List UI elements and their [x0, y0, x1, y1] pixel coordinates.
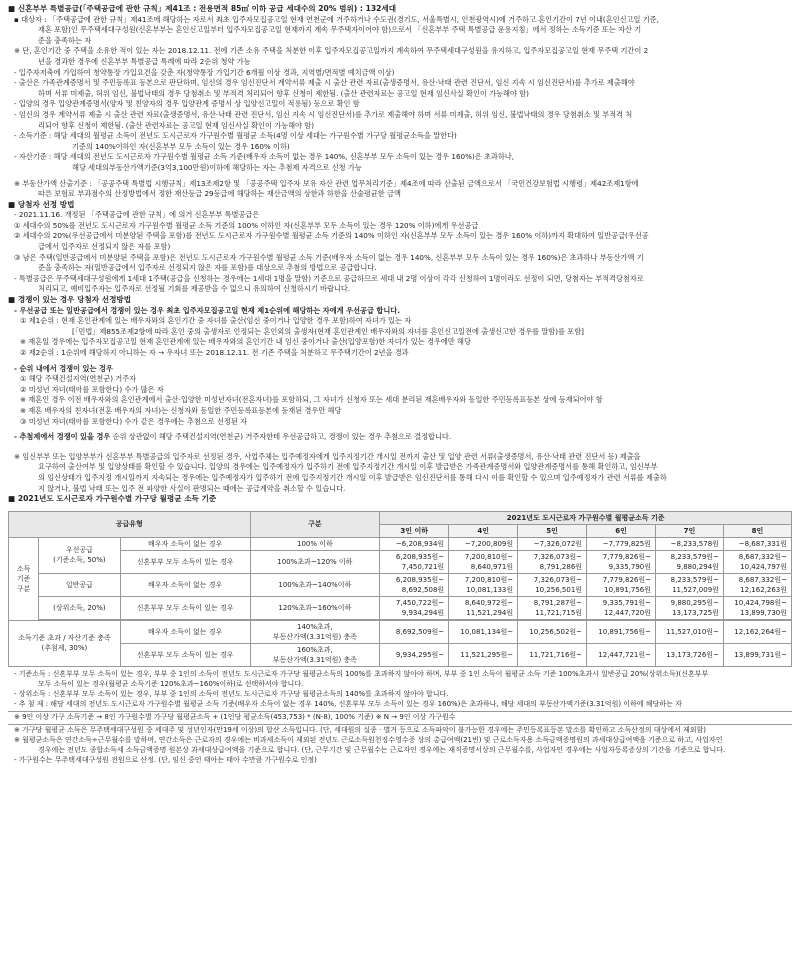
asset-criteria-line: - 자산기준 : 해당 세대의 전년도 도시근로자 가구원수별 월평균 소득 기준(배우자 소득이 없는 경우 140%, 신혼부부 모두 소득이 있는 경우 160%)은 초과하나, — [14, 152, 515, 162]
section-selection-method — [8, 200, 792, 295]
dual-income-label: 신혼부부 모두 소득이 있는 경우 — [120, 596, 250, 619]
single-income-label: 배우자 소득이 없는 경우 — [120, 573, 250, 596]
table-notes — [8, 669, 792, 765]
table-cell: 7,200,810원~ 10,081,133원 — [449, 573, 518, 596]
eligibility-line: 재혼 포함)인 무주택세대구성원(신혼부부는 혼인신고일부터 입주자모집공고일 현재까지 계속 무주택자이어야 함)으로서 「신혼부부 주택 특별공급 운용지침」에서 정하는 소득기준 또는 자산 기 — [38, 25, 642, 35]
note-line: 따른 보험료 부과점수의 산정방법에서 정한 재산등급 29등급에 해당하는 재산금액의 상한과 하한을 산술평균한 금액 — [38, 189, 401, 199]
table-cell: 7,779,826원~ 9,335,790원 — [587, 550, 656, 573]
income-criteria-table — [8, 511, 792, 667]
competition-line: ② 미성년 자녀(태아를 포함한다) 수가 많은 자 — [20, 384, 164, 394]
note-line: ※ 가구당 월평균 소득은 무주택세대구성원 중 세대주 및 성년인자(만19세 이상)의 합산 소득입니다. (단, 세대원의 실종 · 별거 등으로 소득파악이 불가능한 경우에는 주민등록표등본 말소를 확인하고 소득산정의 대상에서 제외함) — [14, 725, 707, 734]
table-cell: 10,424,798원~ 13,899,730원 — [723, 596, 791, 619]
note-line: 년을 경과한 경우에 신혼부부 특별공급 특례에 따라 2순위 청약 가능 — [38, 56, 251, 66]
header-basis: 구분 — [250, 511, 380, 537]
section-income-table — [8, 494, 792, 667]
table-cell: ~8,233,578원 — [656, 537, 724, 550]
competition-line: ② 제2순위 : 1순위에 해당하지 아니하는 자 → 우자녀 또는 2018.12.11. 전 기존 주택을 처분하고 무주택기간이 2년을 경과 — [20, 348, 409, 357]
table-cell: 13,899,731원~ — [723, 643, 791, 666]
table-cell: 8,692,509원~ — [380, 620, 449, 643]
note-line: ※ 9인 이상 가구 소득기준 → 8인 가구원수별 가구당 월평균소득 + (1인당 평균소득(453,753) * (N-8), 100% 기준) ※ N → 9인 이상 가구원수 — [14, 712, 456, 721]
note-line: 경우에는 전년도 종합소득세 소득금액증명 원본상 과세대상급여액을 기준으로 합니다. (단, 근무기간 및 근무월수는 근로자인 경우에는 재직증명서상의 근무월수를, 사업자인 경우에는 사업자등록증상의 기간을 기준으로 합니다. — [38, 745, 726, 754]
income-criteria-line: - 소득기준 : 해당 세대의 월평균 소득이 전년도 도시근로자 가구원수별 월평균 소득(4명 이상 세대는 가구원수별 가구당 월평균소득을 말한다) — [14, 131, 457, 141]
header-income-group: 2021년도 도시근로자 가구원수별 월평균소득 기준 — [380, 511, 792, 524]
method-line: ③ 남은 주택(일반공급에서 미분양된 주택을 포함)은 전년도 도시근로자 가구원수별 월평균 소득 기준(배우자 소득이 없는 경우 140%, 신혼부부 모두 소득이 있는 경우 160%)은 초과하나 부동산가액 기 — [14, 252, 644, 262]
note-line: ※ 단, 혼인기간 중 주택을 소유한 적이 있는 자는 2018.12.11. 전에 기존 소유 주택을 처분한 이후 입주자모집공고일까지 계속하여 무주택세대구성원을 유지하고, 입주자모집공고일 현재 무주택 기간이 2 — [14, 46, 649, 56]
condition-line: - 입주자저축에 가입하여 청약통장 가입요건을 갖춘 자(청약통장 가입기간 6개월 이상 경과, 지역별/면적별 예치금액 이상) — [14, 67, 395, 77]
competition-line: ① 제1순위 : 현재 혼인관계에 있는 배우자와의 혼인기간 중 자녀를 출산(임신 중이거나 입양한 경우 포함)하여 자녀가 있는 자 — [20, 316, 412, 326]
lottery-competition-line — [8, 432, 792, 443]
table-cell: 8,640,972원~ 11,521,294원 — [449, 596, 518, 619]
note-line: 모두 소득이 있는 경우(월평균 소득기준 120%초과~160%이하)로 선택하셔야 합니다. — [38, 679, 304, 688]
basis-cell: 100%초과~120% 이하 — [250, 550, 380, 573]
asset-criteria-line: 해당 세대의부동산가액기준(3억3,100만원)이하에 해당하는 자는 추첨제 자격으로 신청 가능 — [72, 162, 362, 172]
basis-cell: 160%초과, 부동산가액(3.31억원) 충족 — [250, 643, 380, 666]
general-supply: 일반공급 — [38, 573, 120, 596]
col-header: 5인 — [518, 524, 587, 537]
priority-supply: 우선공급 (기준소득, 50%) — [38, 537, 120, 573]
section-title: ■ 신혼부부 특별공급(「주택공급에 관한 규칙」제41조 : 전용면적 85㎡ 이하 공급 세대수의 20% 범위) : 132세대 — [8, 4, 397, 13]
competition-line: ※ 재혼일 경우에는 입주자모집공고일 현재 혼인관계에 있는 배우자와의 혼인기간 내 임신 중이거나 출산(입양포함)한 자녀가 있는 경우에만 해당 — [20, 337, 471, 347]
table-cell: 11,721,716원~ — [518, 643, 587, 666]
header-supply-type: 공급유형 — [9, 511, 251, 537]
section-title: ■ 경쟁이 있는 경우 당첨자 선정방법 — [8, 295, 132, 305]
table-cell: 9,934,295원~ — [380, 643, 449, 666]
table-cell: ~8,687,331원 — [723, 537, 791, 550]
competition-line: ※ 재혼인 경우 이전 배우자와의 혼인관계에서 출산·입양한 미성년자녀(전혼자녀)를 포함하되, 그 자녀가 신청자 또는 세대 분리된 재혼배우자와 동일한 주민등록표등본 상에 등재되어야 함 — [20, 395, 603, 405]
section-newlywed-supply — [8, 4, 792, 200]
competition-line: [「민법」제855조제2항에 따라 혼인 중의 출생자로 인정되는 혼인외의 출생자(현재 혼인관계인 배우자와의 자녀를 혼인신고일전에 출생신고한 경우를 말함)를 포함] — [72, 326, 584, 336]
col-header: 6인 — [587, 524, 656, 537]
condition-line: - 임신의 경우 계약서류 제출 시 출산 관련 자료(출생증명서, 유산·낙태 관련 진단서, 임신 지속 시 임신진단서)를 추가로 제출해야 하며 서류 미제출, 허위 임신, 불법낙태의 경우 당첨취소 및 부적격 처 — [14, 109, 633, 119]
pregnancy-note-line: ※ 임신부부 또는 입양부부가 신혼부부 특별공급의 입주자로 선정된 경우, 사업주체는 입주예정자에게 입주지정기간 개시일 전까지 출산 및 입양 관련 서류(출생증명서, 유산·낙태 관련 진단서 등) 제출을 — [14, 451, 641, 461]
table-cell: 8,233,579원~ 9,880,294원 — [656, 550, 724, 573]
col-header: 4인 — [449, 524, 518, 537]
competition-line: ① 해당 주택건설지역(연천군) 거주자 — [20, 374, 137, 384]
condition-line: 하며 서류 미제출, 허위 임신, 불법낙태의 경우 당첨취소 및 부적격 처리되어 향후 신청이 제한됨. (출산 관련자료는 공고일 현재 임신사실 확인이 가능해야 함) — [38, 88, 529, 98]
section-title: ■ 당첨자 선정 방법 — [8, 199, 75, 209]
note-line: ※ 월평균소득은 연간소득÷근무월수를 말하며, 연간소득은 근로자의 경우에는 비과세소득이 제외된 전년도 근로소득원천징수영수증 상의 총급여액(21번) 및 근로소득자용 소득금액증명원의 과세대상급여액을 기준으로 하고, 사업자인 — [14, 735, 723, 744]
table-cell: ~7,200,809원 — [449, 537, 518, 550]
table-cell: 8,233,579원~ 11,527,009원 — [656, 573, 724, 596]
table-cell: 9,880,295원~ 13,173,725원 — [656, 596, 724, 619]
table-cell: 7,326,073원~ 8,791,286원 — [518, 550, 587, 573]
table-cell: 10,081,134원~ — [449, 620, 518, 643]
col-header: 7인 — [656, 524, 724, 537]
dual-income-label: 신혼부부 모두 소득이 있는 경우 — [120, 643, 250, 666]
method-line: 준을 충족하는 자(일반공급에서 입주자로 선정되지 않은 자를 포함)를 대상으로 추첨의 방법으로 공급합니다. — [38, 263, 377, 273]
method-line: ② 세대수의 20%(우선공급에서 미분양된 주택을 포함)를 전년도 도시근로자 가구원수별 월평균 소득 기준의 140% 이하인 자(신혼부부 모두 소득이 있는 경우 160% 이하)까지 확대하여 일반공급(우선공 — [14, 231, 649, 241]
table-cell: ~7,326,072원 — [518, 537, 587, 550]
lottery-supply: 소득기준 초과 / 자산기준 충족 (추첨제, 30%) — [9, 620, 121, 666]
competition-line: ③ 미성년 자녀(태아를 포함한다) 수가 같은 경우에는 추첨으로 선정된 자 — [20, 416, 248, 426]
table-cell: 12,447,721원~ — [587, 643, 656, 666]
table-cell: 7,779,826원~ 10,891,756원 — [587, 573, 656, 596]
pregnancy-note-line: 지 않거나, 불법 낙태 또는 입주 전 파양한 사실이 판명되는 때에는 공급계약을 취소할 수 있습니다. — [38, 483, 346, 493]
col-header: 8인 — [723, 524, 791, 537]
table-cell: 8,687,332원~ 12,162,263원 — [723, 573, 791, 596]
table-cell: 12,162,264원~ — [723, 620, 791, 643]
method-line: 급에서 입주자로 선정되지 않은 자를 포함) — [38, 242, 171, 252]
note-line: - 가구원수는 무주택세대구성원 전원으로 산정. (단, 임신 중인 태아는 태아 수만큼 가구원수로 인정) — [14, 755, 317, 764]
lottery-competition-label: - 추첨제에서 경쟁이 있을 경우 — [14, 432, 111, 442]
pregnancy-note-line: 의 임신상태가 입주지정 개시일까지 지속되는 경우에는 입주예정자가 입주하기 전에 입주지정기간 개시일 이후 발급받은 임신진단서를 통해 다시 이를 확인할 수 있으며 입주예정자가 관련 서류를 제출하 — [38, 472, 667, 482]
lottery-competition-text: 순위 상관없이 해당 주택건설지역(연천군) 거주자한테 우선공급하고, 경쟁이 있는 경우 추첨으로 결정합니다. — [110, 432, 452, 442]
table-cell: 7,326,073원~ 10,256,501원 — [518, 573, 587, 596]
table-cell: 6,208,935원~ 8,692,508원 — [380, 573, 449, 596]
method-line: - 특별공급은 무주택세대구성원에게 1세대 1주택(공급을 신청하는 경우에는 1세대 1명을 말함) 기준으로 공급하므로 세대 내 2명 이상이 각각 신청하여 1명이라도 선정이 되면, 당첨자는 부적격당첨자로 — [14, 273, 644, 283]
condition-line: - 입양의 경우 입양관계증명서(양자 및 친양자의 경우 입양관계 증명서 상 입양신고일이 적용됨) 등으로 확인 함 — [14, 99, 360, 109]
method-line: 처리되고, 예비입주자는 입주자로 선정될 기회를 제공받을 수 없으니 유의하여 신청하시기 바랍니다. — [38, 284, 351, 294]
table-cell: 11,527,010원~ — [656, 620, 724, 643]
table-cell: ~7,779,825원 — [587, 537, 656, 550]
single-income-label: 배우자 소득이 없는 경우 — [120, 620, 250, 643]
basis-cell: 100% 이하 — [250, 537, 380, 550]
eligibility-line: 준을 충족하는 자 — [38, 35, 92, 45]
income-criteria-line: 기준의 140%이하인 자(신혼부부 모두 소득이 있는 경우 160% 이하) — [72, 141, 290, 151]
table-cell: 6,208,935원~ 7,450,721원 — [380, 550, 449, 573]
note-line: - 추 첨 제 : 해당 세대의 전년도 도시근로자 가구원수별 월평균 소득 기준(배우자 소득이 없는 경우 140%, 신혼부부 모두 소득이 있는 경우 160%)은 초과하나, 해당 세대의 부동산가액기준(3.31억원) 이하에 해당하는 자 — [14, 699, 682, 708]
method-line: ① 세대수의 50%를 전년도 도시근로자 가구원수별 월평균 소득 기준의 100% 이하인 자(신혼부부 모두 소득이 있는 경우 120% 이하)에게 우선공급 — [14, 220, 479, 230]
basis-cell: 120%초과~160%이하 — [250, 596, 380, 619]
income-basis-group: 소득 기준 구분 — [9, 537, 39, 620]
competition-line: - 순위 내에서 경쟁이 있는 경우 — [14, 363, 113, 373]
pregnancy-note-line: 요구하여 출산여부 및 입양상태를 확인할 수 있습니다. 입양의 경우에는 입주예정자가 입주하기 전에 입주지정기간 개시일 이후 발급받은 가족관계증명서와 입양관계증명서를 통해 확인하고, 임신부부 — [38, 462, 658, 472]
eligibility-line: ▪ 대상자 : 「주택공급에 관한 규칙」제41조에 해당하는 자로서 최초 입주자모집공고일 현재 연천군에 거주하거나 수도권(경기도, 서울특별시, 인천광역시)에 거주하고 혼인기간이 7년 이내(혼인신고일 기준, — [14, 14, 659, 24]
table-cell: 10,256,502원~ — [518, 620, 587, 643]
table-cell: 7,200,810원~ 8,640,971원 — [449, 550, 518, 573]
method-line: - 2021.11.16. 개정된 「주택공급에 관한 규칙」에 의거 신혼부부 특별공급은 — [14, 210, 260, 220]
basis-cell: 100%초과~140%이하 — [250, 573, 380, 596]
table-cell: 11,521,295원~ — [449, 643, 518, 666]
basis-cell: 140%초과, 부동산가액(3.31억원) 충족 — [250, 620, 380, 643]
section-pregnancy-note — [8, 452, 792, 494]
section-competition-method — [8, 295, 792, 443]
table-title: ■ 2021년도 도시근로자 가구원수별 가구당 월평균 소득 기준 — [8, 494, 217, 504]
table-cell: 13,173,726원~ — [656, 643, 724, 666]
table-cell: 7,450,722원~ 9,934,294원 — [380, 596, 449, 619]
col-header: 3인 이하 — [380, 524, 449, 537]
table-cell: 10,891,756원~ — [587, 620, 656, 643]
condition-line: 리되어 향후 신청이 제한됨. (출산 관련자료는 공고일 현재 임신사실 확인이 가능해야 함) — [38, 120, 315, 130]
condition-line: - 출산은 가족관계증명서 및 주민등록표 등본으로 판단하며, 임신의 경우 임신진단서 계약서류 제출 시 출산 관련 자료(출생증명서, 유산·낙태 관련 진단서, 임신 지속 시 임신진단서)를 추가로 제출해야 — [14, 78, 635, 88]
note-line: - 기준소득 : 신혼부부 모두 소득이 있는 경우, 부부 중 1인의 소득이 전년도 도시근로자 가구당 월평균소득의 100%를 초과하지 않아야 하며, 부부 중 1인 소득이 월평균 소득 기준 100%초과시 일반공급 20%(상위소득)(신혼부부 — [14, 669, 709, 678]
note-line: - 상위소득 : 신혼부부 모두 소득이 있는 경우, 부부 중 1인의 소득이 전년도 도시근로자 가구당 월평균소득의 140%를 초과하지 않아야 합니다. — [14, 689, 449, 698]
competition-line: ※ 재혼 배우자의 친자녀(전혼 배우자의 자녀)는 신청자와 동일한 주민등록표등본에 등재된 경우만 해당 — [20, 405, 342, 415]
general-supply-sub: (상위소득, 20%) — [38, 596, 120, 619]
table-cell: 8,791,287원~ 11,721,715원 — [518, 596, 587, 619]
table-cell: ~6,208,934원 — [380, 537, 449, 550]
table-cell: 8,687,332원~ 10,424,797원 — [723, 550, 791, 573]
dual-income-label: 신혼부부 모두 소득이 있는 경우 — [120, 550, 250, 573]
note-line: ※ 부동산가액 산출기준 : 「공공주택 특별법 시행규칙」제13조제2항 및 「공공주택 입주자 보유 자산 관련 업무처리기준」제4조에 따라 산출된 금액으로서 「국민건강보험법 시행령」제42조제1항에 — [14, 178, 639, 188]
single-income-label: 배우자 소득이 없는 경우 — [120, 537, 250, 550]
competition-line: - 우선공급 또는 일반공급에서 경쟁이 있는 경우 최초 입주자모집공고일 현재 제1순위에 해당하는 자에게 우선공급 합니다. — [14, 305, 400, 315]
table-cell: 9,335,791원~ 12,447,720원 — [587, 596, 656, 619]
